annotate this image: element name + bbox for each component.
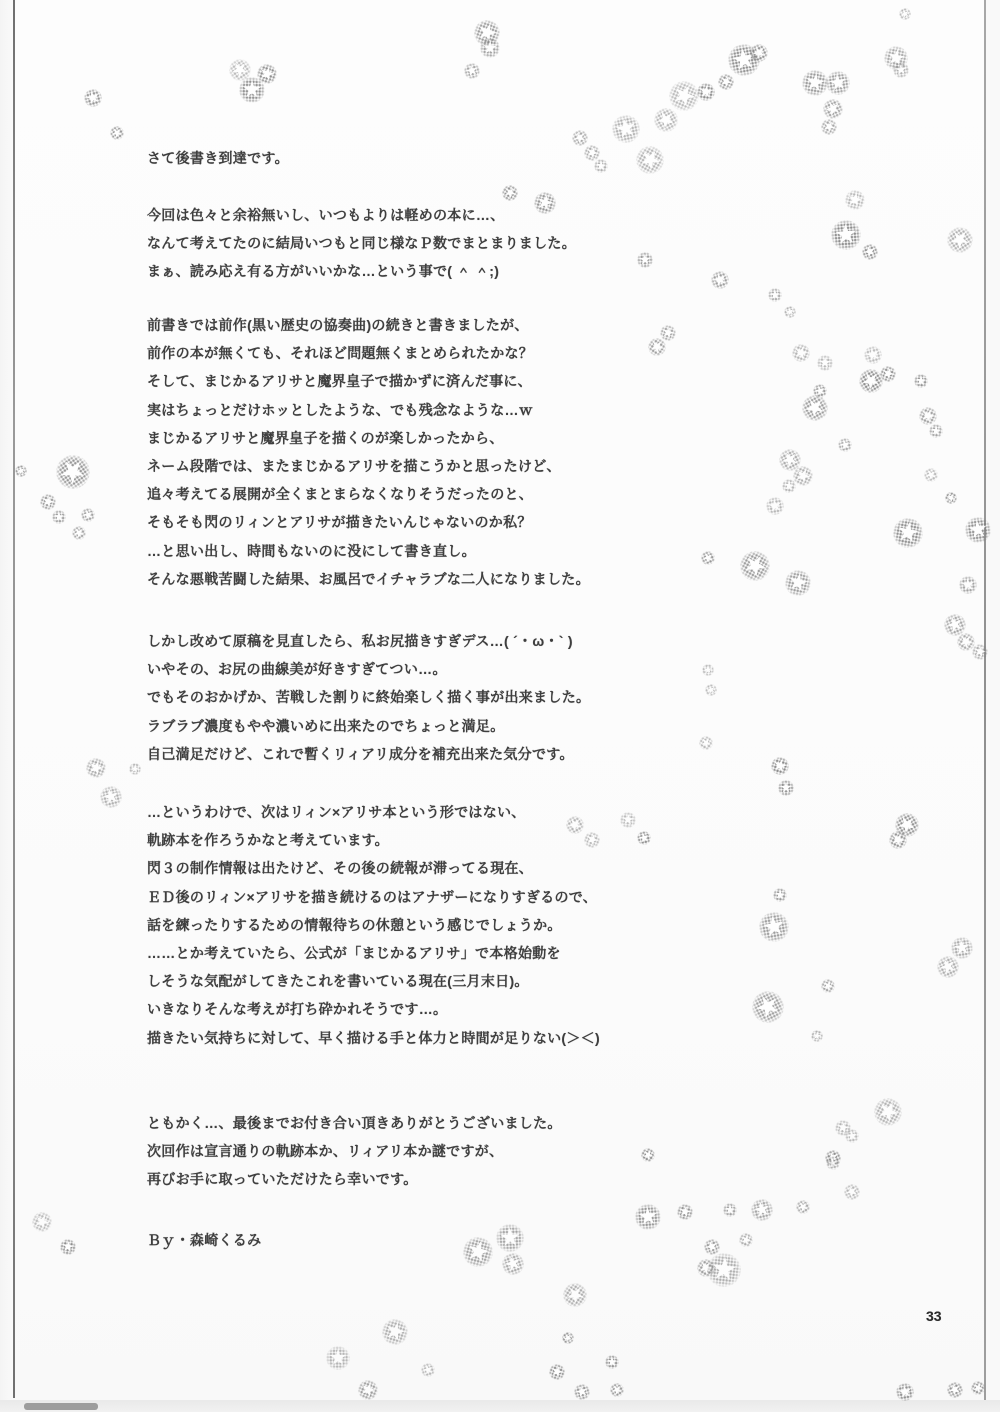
text-line: ネーム段階では、またまじかるアリサを描こうかと思ったけど、 xyxy=(147,458,561,475)
star-icon xyxy=(699,549,717,567)
star-icon xyxy=(928,423,943,438)
star-icon xyxy=(355,1377,381,1403)
text-line: 再びお手に取っていただけたら幸いです。 xyxy=(147,1171,418,1188)
text-line: ともかく…、最後までお付き合い頂きありがとうございました。 xyxy=(147,1115,562,1131)
star-icon xyxy=(547,1362,567,1382)
text-line: さて後書き到達です。 xyxy=(147,150,289,166)
star-icon xyxy=(824,69,851,96)
star-icon xyxy=(810,1029,824,1043)
star-icon xyxy=(609,112,642,145)
star-icon xyxy=(922,466,941,485)
text-line: 追々考えてる展開が全くまとまらなくなりそうだったのと、 xyxy=(147,486,534,503)
star-icon xyxy=(943,490,959,506)
star-icon xyxy=(634,1203,662,1231)
star-icon xyxy=(746,985,789,1028)
star-icon xyxy=(59,1238,77,1256)
star-icon xyxy=(783,568,814,599)
star-icon xyxy=(696,82,716,102)
afterword-paragraph-intro xyxy=(147,144,289,172)
text-line: いきなりそんな考えが打ち砕かれそうです…。 xyxy=(147,1001,448,1018)
star-icon xyxy=(82,87,104,109)
text-line: いやその、お尻の曲線美が好きすぎてつい…。 xyxy=(147,661,447,678)
star-icon xyxy=(13,463,28,478)
text-line: まぁ、読み応え有る方がいいかな…という事で( ＾ ＾;) xyxy=(147,263,500,280)
star-icon xyxy=(636,830,653,847)
star-icon xyxy=(239,77,265,103)
star-icon xyxy=(462,61,481,80)
star-icon xyxy=(129,763,142,776)
star-icon xyxy=(768,288,782,302)
star-icon xyxy=(869,1093,907,1131)
star-icon xyxy=(862,344,884,366)
star-icon xyxy=(723,1203,738,1218)
author-signature: Ｂｙ・森崎くるみ xyxy=(147,1232,262,1248)
afterword-paragraph-pagecount xyxy=(147,201,576,286)
star-icon xyxy=(735,546,776,587)
text-line: しそうな気配がしてきたこれを書いている現在(三月末日)。 xyxy=(147,973,529,990)
star-icon xyxy=(499,1250,527,1278)
star-icon xyxy=(107,123,126,142)
star-icon xyxy=(769,755,791,777)
star-icon xyxy=(593,158,608,173)
star-icon xyxy=(638,1145,657,1164)
text-line: 話を練ったりするための情報待ちの休憩という感じでしょうか。 xyxy=(147,916,562,933)
text-line: しかし改めて原稿を見直したら、私お尻描きすぎデス…( ´・ω・` ) xyxy=(147,633,573,649)
star-icon xyxy=(820,96,847,123)
star-icon xyxy=(860,242,881,263)
star-icon xyxy=(749,1197,775,1223)
star-icon xyxy=(778,780,794,796)
text-line: ラブラブ濃度もやや濃いめに出来たのでちょっと満足。 xyxy=(147,717,505,734)
star-icon xyxy=(757,910,792,945)
star-icon xyxy=(379,1316,411,1348)
star-icon xyxy=(98,784,125,811)
star-icon xyxy=(637,252,654,269)
star-icon xyxy=(709,269,732,292)
star-icon xyxy=(696,733,715,752)
star-icon xyxy=(819,977,838,996)
text-line: 次回作は宣言通りの軌跡本か、リィアリ本か謎ですが、 xyxy=(147,1143,504,1160)
star-icon xyxy=(496,1224,525,1253)
star-icon xyxy=(818,116,840,138)
star-icon xyxy=(619,811,636,828)
star-icon xyxy=(605,1355,619,1369)
text-line: 自己満足だけど、これで暫くリィアリ成分を補充出来た気分です。 xyxy=(147,745,574,762)
star-icon xyxy=(772,887,788,903)
star-icon xyxy=(914,374,929,389)
text-line: 前作の本が無くても、それほど問題無くまとめられたかな？ xyxy=(147,345,534,362)
star-icon xyxy=(837,437,853,453)
star-icon xyxy=(797,390,833,426)
text-line: …というわけで、次はリィン×アリサ本という形ではない、 xyxy=(147,804,526,820)
star-icon xyxy=(969,1379,988,1398)
text-line: なんて考えてたのに結局いつもと同じ様なＰ数でまとまりました。 xyxy=(147,235,576,252)
star-icon xyxy=(843,188,867,212)
text-line: そして、まじかるアリサと魔界皇子で描かずに済んだ事に、 xyxy=(147,373,532,390)
text-line: 実はちょっとだけホッとしたような、でも残念なような…ｗ xyxy=(147,401,534,418)
star-icon xyxy=(783,305,798,320)
afterword-paragraph-nextbook xyxy=(147,798,600,1052)
star-icon xyxy=(737,1231,755,1249)
star-icon xyxy=(897,6,913,22)
star-icon xyxy=(79,506,96,523)
afterword-paragraph-thanks xyxy=(147,1109,562,1194)
star-icon xyxy=(560,1330,577,1347)
star-icon xyxy=(942,222,978,258)
star-icon xyxy=(765,496,786,517)
star-icon xyxy=(715,71,736,92)
text-line: ……とか考えていたら、公式が「まじかるアリサ」で本格始動を xyxy=(147,945,561,962)
star-icon xyxy=(703,682,718,697)
afterword-paragraph-reflection xyxy=(147,627,590,768)
star-icon xyxy=(49,448,96,495)
star-icon xyxy=(830,219,862,251)
star-icon xyxy=(705,1251,742,1288)
star-icon xyxy=(892,61,910,79)
star-icon xyxy=(793,1197,812,1216)
star-icon xyxy=(29,1209,56,1236)
text-line: でもそのおかげか、苦戦した割りに終始楽しく描く事が出来ました。 xyxy=(147,689,591,706)
star-icon xyxy=(479,37,500,58)
text-line: 軌跡本を作ろうかなと考えています。 xyxy=(147,832,389,849)
star-icon xyxy=(702,664,715,677)
star-icon xyxy=(558,1278,591,1311)
text-line: 描きたい気持ちに対して、早く描ける手と体力と時間が足りない(＞＜) xyxy=(147,1029,600,1046)
star-icon xyxy=(964,516,993,545)
star-icon xyxy=(790,342,813,365)
star-icon xyxy=(675,1202,694,1221)
text-line: …と思い出し、時間もないのに没にして書き直し。 xyxy=(147,542,476,559)
star-icon xyxy=(69,523,88,542)
star-icon xyxy=(326,1346,350,1370)
text-line: そんな悪戦苦闘した結果、お風呂でイチャラブな二人になりました。 xyxy=(147,570,590,587)
text-line: そもそも閃のリィンとアリサが描きたいんじゃないのか私？ xyxy=(147,514,532,531)
star-icon xyxy=(944,1379,965,1400)
text-line: まじかるアリサと魔界皇子を描くのが楽しかったから、 xyxy=(147,429,504,446)
star-icon xyxy=(38,492,58,512)
star-icon xyxy=(891,516,926,551)
star-icon xyxy=(83,755,109,781)
star-icon xyxy=(895,1382,916,1403)
page-number: 33 xyxy=(926,1308,942,1324)
star-icon xyxy=(607,1380,626,1399)
text-line: ＥＤ後のリィン×アリサを描き続けるのはアナザーになりすぎるので、 xyxy=(147,888,598,905)
star-icon xyxy=(419,1361,436,1378)
star-icon xyxy=(841,1181,863,1203)
star-icon xyxy=(572,1382,592,1402)
star-icon xyxy=(958,575,978,595)
afterword-paragraph-production xyxy=(147,311,590,593)
text-line: 前書きでは前作(黒い歴史の協奏曲)の続きと書きましたが、 xyxy=(147,317,529,333)
star-icon xyxy=(460,1234,497,1271)
star-icon xyxy=(817,355,834,372)
star-icon xyxy=(52,510,66,524)
text-line: 閃３の制作情報は出たけど、その後の続報が滞ってる現在、 xyxy=(147,860,534,877)
star-icon xyxy=(844,1128,859,1143)
star-icon xyxy=(631,141,669,179)
text-line: 今回は色々と余裕無いし、いつもよりは軽めの本に…、 xyxy=(147,207,505,223)
